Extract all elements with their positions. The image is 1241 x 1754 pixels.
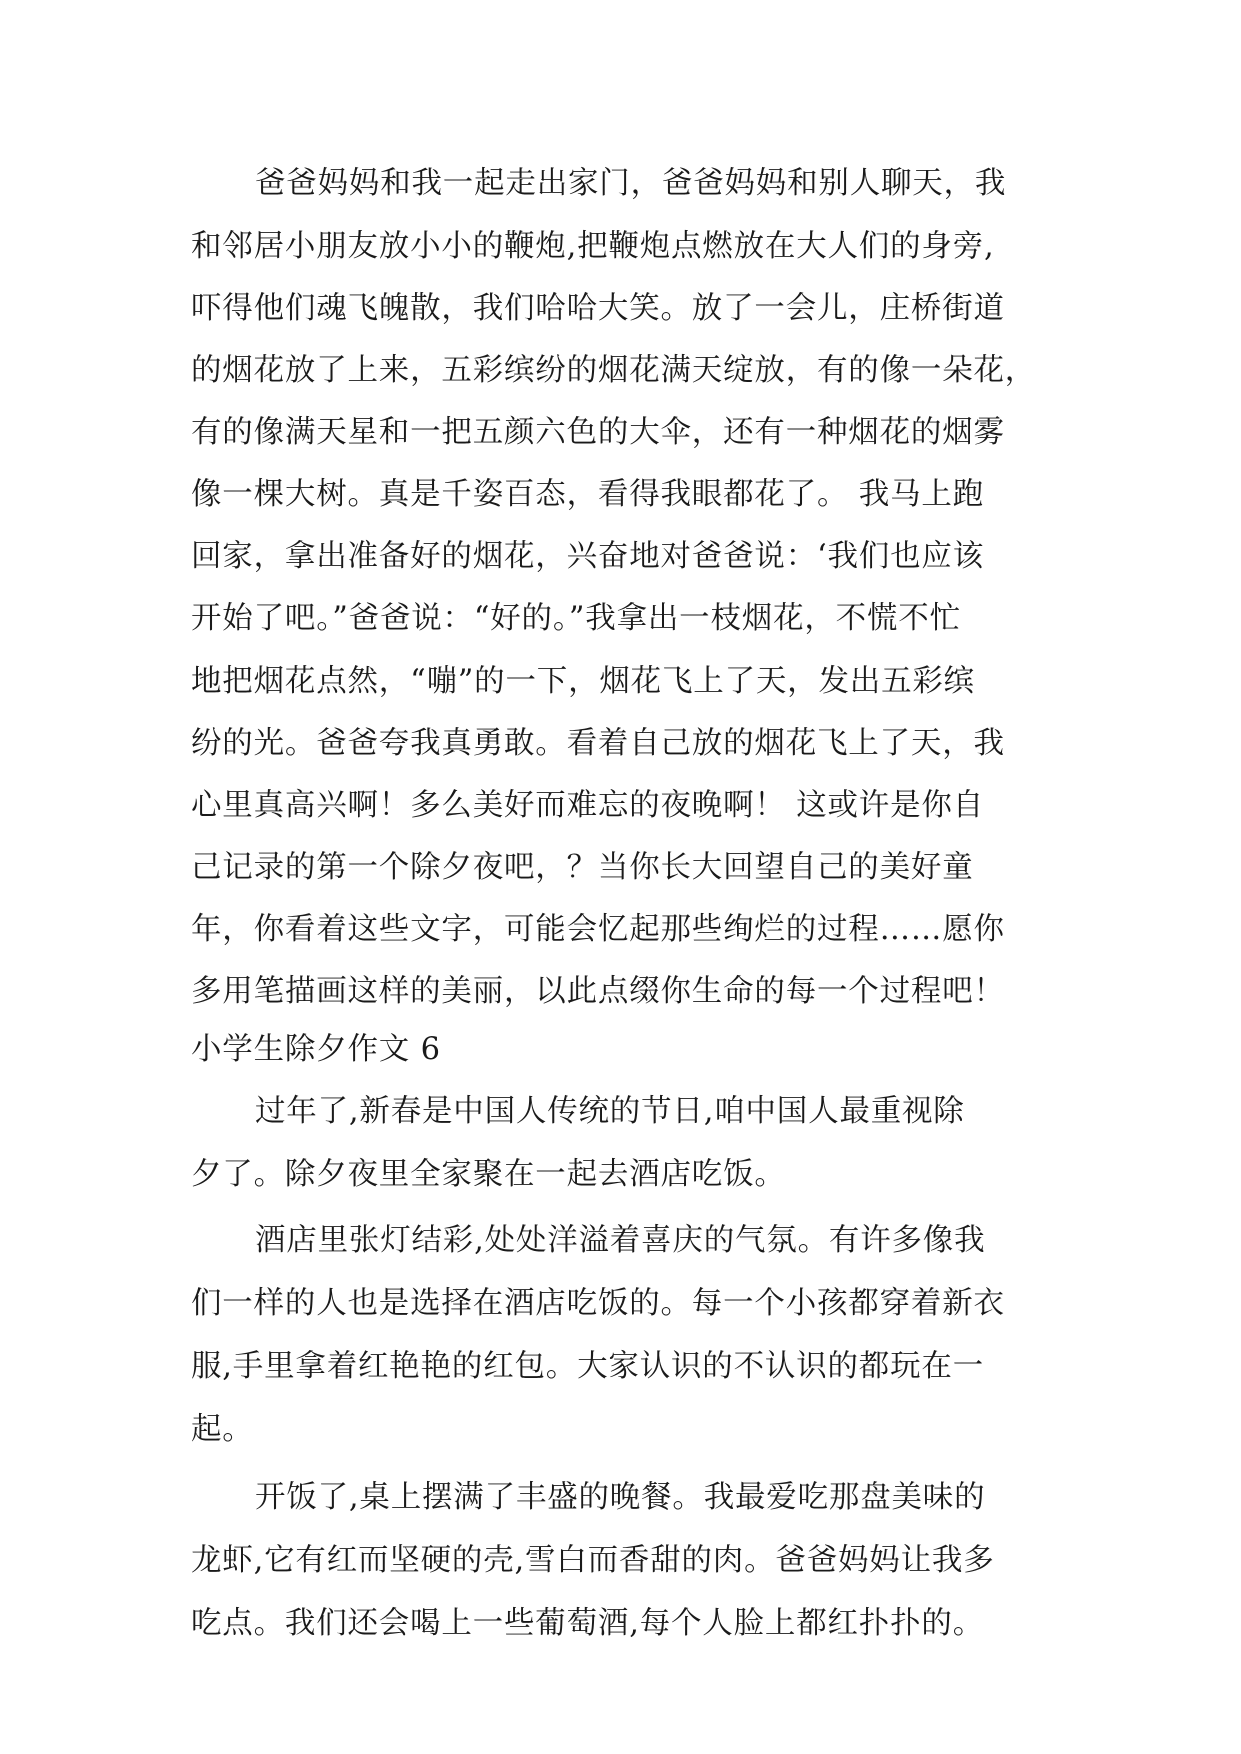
text-line: 己记录的第一个除夕夜吧，？当你长大回望自己的美好童 [191, 850, 974, 885]
text-line: 有的像满天星和一把五颜六色的大伞，还有一种烟花的烟雾 [191, 415, 1005, 450]
text-line: 开始了吧。”爸爸说：“好的。”我拿出一枝烟花，不慌不忙 [191, 601, 961, 636]
text-line: 心里真高兴啊！多么美好而难忘的夜晚啊！ 这或许是你自 [191, 788, 984, 823]
text-line: 吓得他们魂飞魄散，我们哈哈大笑。放了一会儿，庄桥街道 [191, 291, 1005, 326]
text-line: 龙虾,它有红而坚硬的壳,雪白而香甜的肉。爸爸妈妈让我多 [191, 1543, 995, 1578]
text-line: 的烟花放了上来，五彩缤纷的烟花满天绽放，有的像一朵花， [191, 353, 1037, 388]
text-line: 们一样的人也是选择在酒店吃饭的。每一个小孩都穿着新衣 [191, 1286, 1005, 1321]
text-line: 起。 [191, 1412, 254, 1447]
text-line: 过年了,新春是中国人传统的节日,咱中国人最重视除 [255, 1094, 965, 1129]
text-line: 爸爸妈妈和我一起走出家门，爸爸妈妈和别人聊天，我 [255, 166, 1007, 201]
text-line: 纷的光。爸爸夸我真勇敢。看着自己放的烟花飞上了天，我 [191, 726, 1005, 761]
text-line: 酒店里张灯结彩,处处洋溢着喜庆的气氛。有许多像我 [255, 1223, 986, 1258]
section-heading: 小学生除夕作文 6 [191, 1032, 441, 1067]
text-line: 像一棵大树。真是千姿百态，看得我眼都花了。 我马上跑 [191, 477, 984, 512]
text-line: 地把烟花点然，“嘣”的一下，烟花飞上了天，发出五彩缤 [191, 664, 975, 699]
text-line: 回家，拿出准备好的烟花，兴奋地对爸爸说：‘我们也应该 [191, 539, 984, 574]
text-line: 多用笔描画这样的美丽，以此点缀你生命的每一个过程吧！ [191, 974, 1005, 1009]
text-line: 和邻居小朋友放小小的鞭炮,把鞭炮点燃放在大人们的身旁, [191, 229, 995, 264]
text-line: 夕了。除夕夜里全家聚在一起去酒店吃饭。 [191, 1157, 786, 1192]
text-line: 开饭了,桌上摆满了丰盛的晚餐。我最爱吃那盘美味的 [255, 1480, 986, 1515]
text-line: 服,手里拿着红艳艳的红包。大家认识的不认识的都玩在一 [191, 1349, 984, 1384]
text-line: 吃点。我们还会喝上一些葡萄酒,每个人脸上都红扑扑的。 [191, 1606, 984, 1641]
text-line: 年，你看着这些文字，可能会忆起那些绚烂的过程……愿你 [191, 912, 1005, 947]
